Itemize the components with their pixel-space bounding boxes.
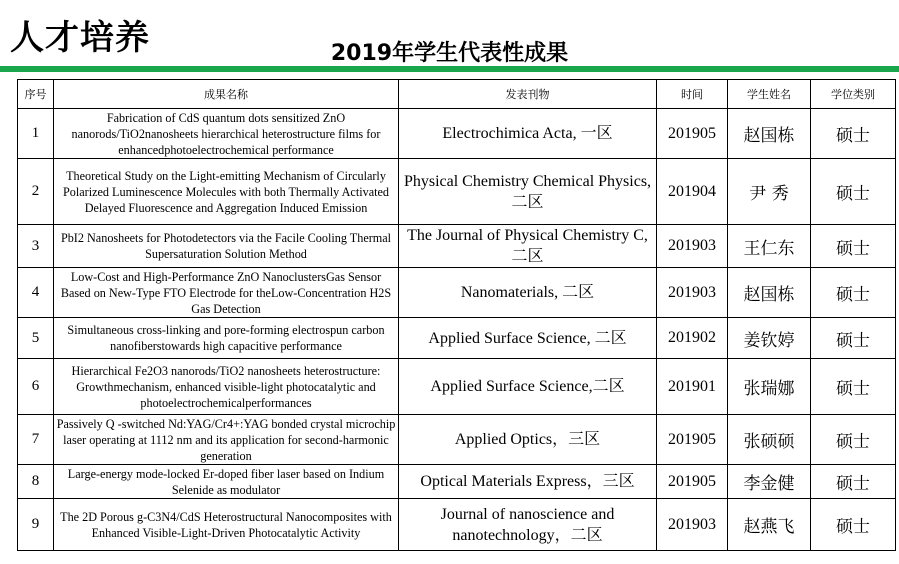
row-index: 3 <box>18 225 54 268</box>
column-header-time: 时间 <box>657 80 728 109</box>
achievement-title: Simultaneous cross-linking and pore-forming electrospun carbon nanofiberstowards high capacitive performance <box>54 318 399 359</box>
degree-type: 硕士 <box>811 159 896 225</box>
achievement-title: PbI2 Nanosheets for Photodetectors via the Facile Cooling Thermal Supersaturation Solution Method <box>54 225 399 268</box>
time-cell: 201903 <box>657 268 728 318</box>
degree-type: 硕士 <box>811 359 896 415</box>
journal-cell: Applied Surface Science, 二区 <box>399 318 657 359</box>
row-index: 1 <box>18 109 54 159</box>
header-divider <box>0 66 899 72</box>
row-index: 5 <box>18 318 54 359</box>
table-header-row <box>18 80 896 109</box>
time-cell: 201904 <box>657 159 728 225</box>
table-row <box>18 499 896 551</box>
time-cell: 201902 <box>657 318 728 359</box>
achievement-title: Theoretical Study on the Light-emitting Mechanism of Circularly Polarized Luminescence Molecules with both Thermally Activated Delayed Fluorescence and Aggregation Induced Emission <box>54 159 399 225</box>
journal-cell: Applied Optics，三区 <box>399 415 657 465</box>
row-index: 6 <box>18 359 54 415</box>
student-name: 赵燕飞 <box>728 499 811 551</box>
student-name: 尹 秀 <box>728 159 811 225</box>
degree-type: 硕士 <box>811 225 896 268</box>
student-name: 张硕硕 <box>728 415 811 465</box>
achievement-title: The 2D Porous g-C3N4/CdS Heterostructural Nanocomposites with Enhanced Visible-Light-Driven Photocatalytic Activity <box>54 499 399 551</box>
journal-cell: Journal of nanoscience and nanotechnology，二区 <box>399 499 657 551</box>
column-header-index: 序号 <box>18 80 54 109</box>
page-subtitle: 2019年学生代表性成果 <box>330 41 569 66</box>
page-header-title: 人才培养 <box>10 18 150 58</box>
student-name: 赵国栋 <box>728 268 811 318</box>
achievement-title: Large-energy mode-locked Er-doped fiber laser based on Indium Selenide as modulator <box>54 465 399 499</box>
column-header-title: 成果名称 <box>54 80 399 109</box>
row-index: 2 <box>18 159 54 225</box>
table-row <box>18 225 896 268</box>
column-header-degree: 学位类别 <box>811 80 896 109</box>
degree-type: 硕士 <box>811 268 896 318</box>
row-index: 4 <box>18 268 54 318</box>
table-row <box>18 359 896 415</box>
journal-cell: The Journal of Physical Chemistry C, 二区 <box>399 225 657 268</box>
time-cell: 201905 <box>657 415 728 465</box>
student-name: 王仁东 <box>728 225 811 268</box>
table-row <box>18 465 896 499</box>
achievement-title: Hierarchical Fe2O3 nanorods/TiO2 nanosheets heterostructure: Growthmechanism, enhanced visible-light photocatalytic and photoelectrochemicalperformances <box>54 359 399 415</box>
column-header-student: 学生姓名 <box>728 80 811 109</box>
journal-cell: Optical Materials Express，三区 <box>399 465 657 499</box>
student-name: 姜钦婷 <box>728 318 811 359</box>
journal-cell: Nanomaterials, 二区 <box>399 268 657 318</box>
student-name: 张瑞娜 <box>728 359 811 415</box>
table-row <box>18 415 896 465</box>
table-row <box>18 318 896 359</box>
degree-type: 硕士 <box>811 318 896 359</box>
time-cell: 201905 <box>657 465 728 499</box>
journal-cell: Electrochimica Acta, 一区 <box>399 109 657 159</box>
degree-type: 硕士 <box>811 499 896 551</box>
row-index: 9 <box>18 499 54 551</box>
student-name: 赵国栋 <box>728 109 811 159</box>
row-index: 7 <box>18 415 54 465</box>
journal-cell: Physical Chemistry Chemical Physics, 二区 <box>399 159 657 225</box>
achievement-title: Fabrication of CdS quantum dots sensitized ZnO nanorods/TiO2nanosheets hierarchical heterostructure films for enhancedphotoelectrochemical performance <box>54 109 399 159</box>
journal-cell: Applied Surface Science,二区 <box>399 359 657 415</box>
time-cell: 201903 <box>657 225 728 268</box>
column-header-journal: 发表刊物 <box>399 80 657 109</box>
time-cell: 201905 <box>657 109 728 159</box>
achievement-title: Passively Q -switched Nd:YAG/Cr4+:YAG bonded crystal microchip laser operating at 1112 nm and its application for second-harmonic generation <box>54 415 399 465</box>
achievements-table <box>17 79 896 551</box>
achievement-title: Low-Cost and High-Performance ZnO NanoclustersGas Sensor Based on New-Type FTO Electrode for theLow-Concentration H2S Gas Detection <box>54 268 399 318</box>
table-row <box>18 159 896 225</box>
table-row <box>18 109 896 159</box>
table-row <box>18 268 896 318</box>
student-name: 李金健 <box>728 465 811 499</box>
time-cell: 201901 <box>657 359 728 415</box>
degree-type: 硕士 <box>811 109 896 159</box>
row-index: 8 <box>18 465 54 499</box>
degree-type: 硕士 <box>811 465 896 499</box>
degree-type: 硕士 <box>811 415 896 465</box>
time-cell: 201903 <box>657 499 728 551</box>
